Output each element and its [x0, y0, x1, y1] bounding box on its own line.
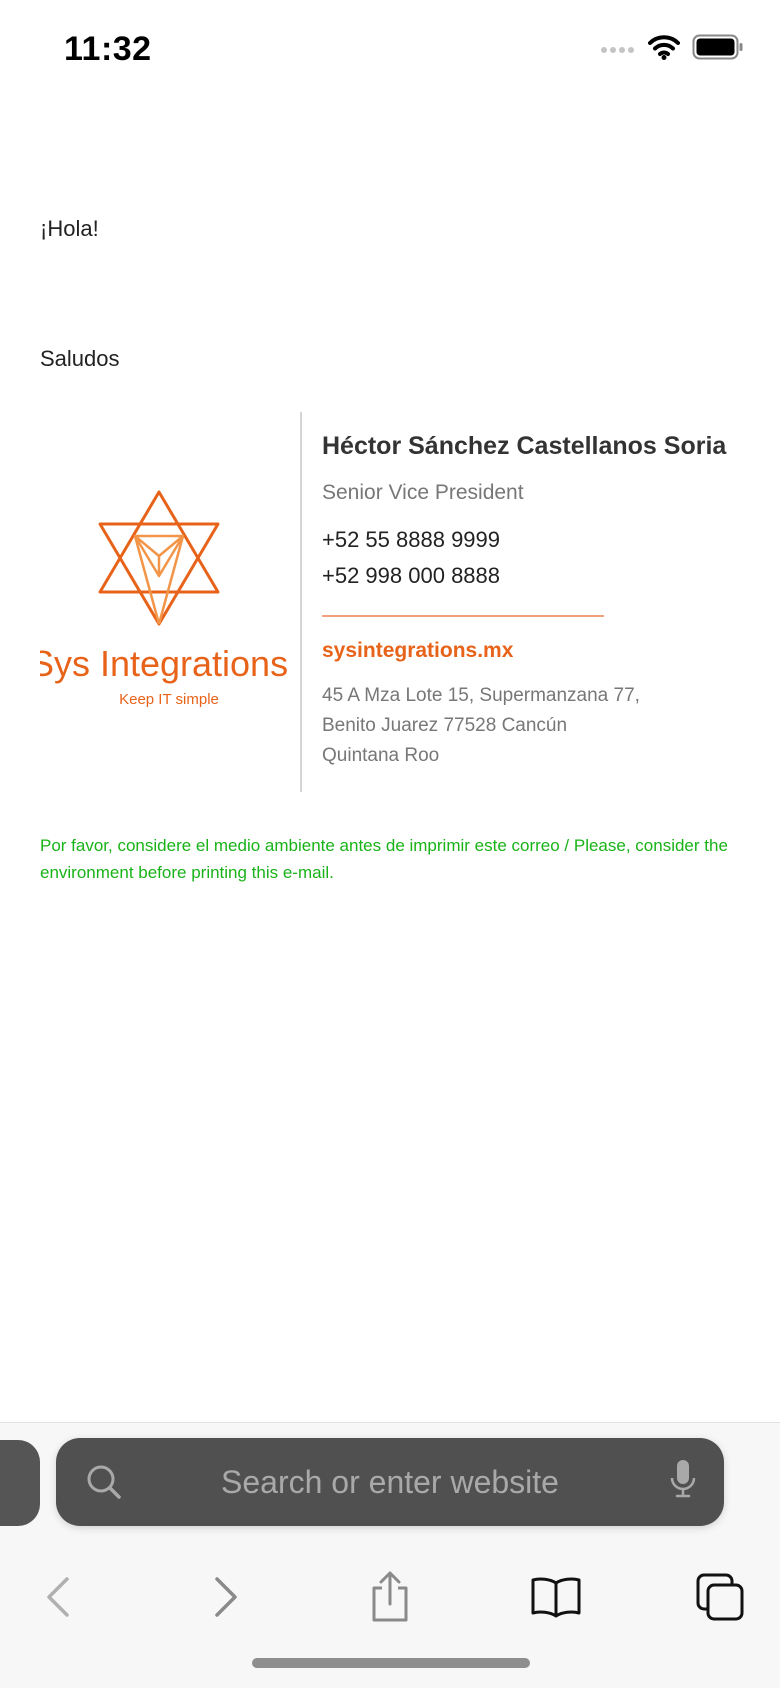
forward-icon — [211, 1575, 241, 1619]
cellular-signal-icon — [600, 41, 636, 59]
email-greeting: ¡Hola! — [40, 216, 99, 241]
battery-icon — [692, 34, 744, 65]
status-bar — [0, 0, 780, 100]
signature-separator-line — [322, 615, 604, 617]
eco-disclaimer: Por favor, considere el medio ambiente antes de imprimir este correo / Please, consider the environment before printing this e-mail. — [40, 836, 728, 882]
back-icon — [43, 1575, 73, 1619]
share-button[interactable] — [350, 1547, 430, 1647]
search-input[interactable]: Search or enter website — [221, 1464, 559, 1500]
email-closing: Saludos — [40, 346, 120, 371]
tabs-button[interactable] — [680, 1547, 760, 1647]
email-signature — [40, 412, 760, 792]
tabs-icon — [695, 1572, 745, 1622]
address-bar[interactable] — [56, 1438, 724, 1526]
browser-bottom-bar — [0, 1422, 780, 1688]
share-icon — [368, 1570, 412, 1624]
bookmarks-button[interactable] — [516, 1547, 596, 1647]
sender-title: Senior Vice President — [322, 481, 524, 504]
back-button[interactable] — [18, 1547, 98, 1647]
home-indicator[interactable] — [252, 1658, 530, 1668]
microphone-icon[interactable] — [668, 1458, 698, 1507]
company-logo — [40, 412, 300, 792]
company-address — [322, 681, 762, 771]
website-link[interactable]: sysintegrations.mx — [322, 639, 514, 662]
phone-link-1[interactable]: +52 55 8888 9999 — [322, 527, 501, 552]
signature-info — [322, 432, 762, 771]
status-icons — [600, 34, 744, 65]
status-time: 11:32 — [64, 30, 152, 68]
address-line-1: 45 A Mza Lote 15, Supermanzana 77, — [322, 685, 640, 706]
logo-brand-name: Sys Integrations — [40, 643, 289, 684]
bookmarks-icon — [530, 1575, 582, 1619]
signature-divider — [300, 412, 302, 792]
address-line-3: Quintana Roo — [322, 745, 440, 766]
previous-tab-preview[interactable] — [0, 1440, 40, 1526]
phone-link-2[interactable]: +52 998 000 8888 — [322, 563, 501, 588]
forward-button[interactable] — [186, 1547, 266, 1647]
merkaba-star-logo-icon — [40, 412, 300, 792]
logo-tagline: Keep IT simple — [119, 691, 219, 708]
wifi-icon — [648, 34, 680, 65]
browser-toolbar — [0, 1547, 780, 1647]
address-line-2: Benito Juarez 77528 Cancún — [322, 715, 568, 736]
sender-name: Héctor Sánchez Castellanos Soria — [322, 432, 727, 460]
